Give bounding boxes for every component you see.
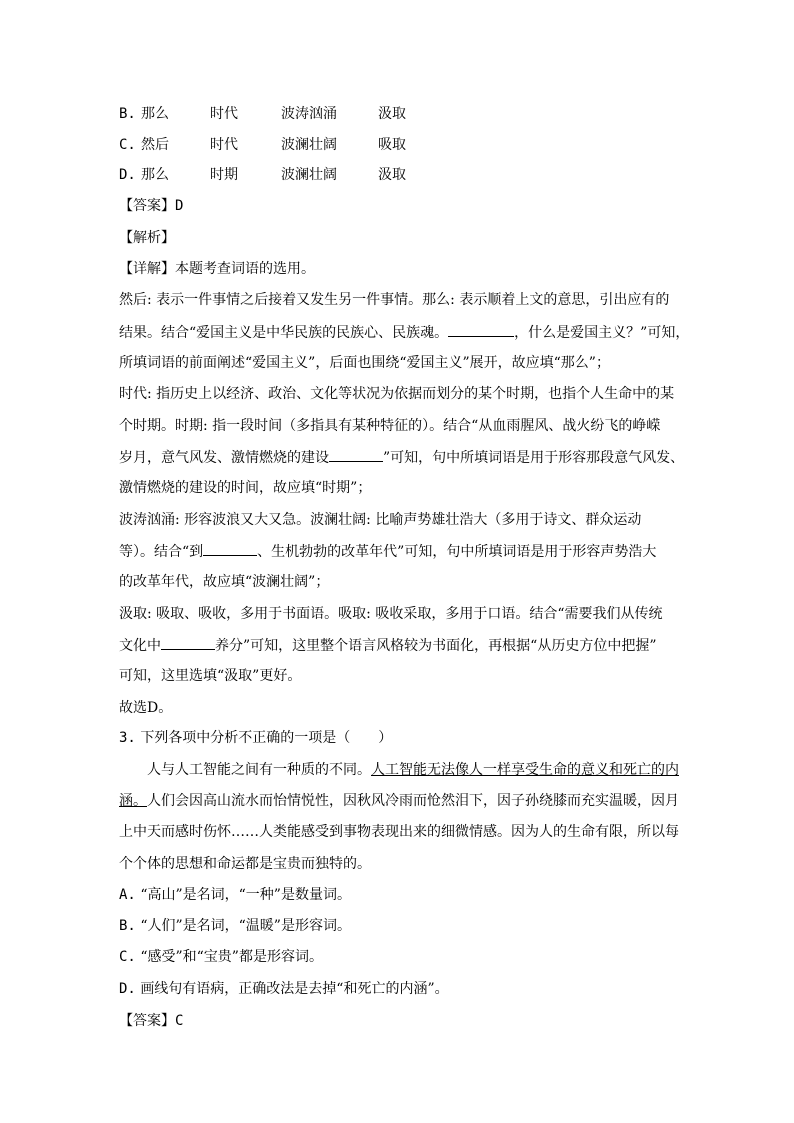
- fill-blank: [161, 635, 215, 650]
- option-word-1: 那么: [141, 106, 169, 122]
- detail-line: [119, 259, 315, 279]
- underlined-sentence-end: 涵。: [119, 793, 147, 809]
- p1-line-3: 所填词语的前面阐述“爱国主义”，后面也围绕“爱国主义”展开，故应填“那么”；: [119, 355, 610, 371]
- option-word-2: 时期: [210, 167, 238, 183]
- p2-line-3: [119, 447, 684, 468]
- fill-blank: [329, 447, 383, 462]
- fill-blank: [448, 322, 514, 337]
- passage-line-2: [119, 791, 679, 811]
- option-d: [119, 979, 449, 999]
- passage-line-4: 个个体的思想和命运都是宝贵而独特的。: [119, 856, 371, 872]
- option-a: [119, 885, 351, 905]
- option-word-3: 波涛汹涌: [281, 106, 337, 122]
- analysis-heading: 【解析】: [119, 230, 175, 246]
- p1-line-2-text-b: ，什么是爱国主义？”可知，: [514, 325, 690, 341]
- p3-line-2-text-a: 等）。结合“到: [119, 544, 204, 560]
- option-letter: C.: [119, 137, 136, 153]
- p1-line-1: 然后: 表示一件事情之后接着又发生另一件事情。那么: 表示顺着上文的意思，引出应有的: [119, 292, 670, 308]
- p1-line-2-text-a: 结果。结合“爱国主义是中华民族的民族心、民族魂。: [119, 325, 449, 341]
- option-letter: C.: [119, 949, 136, 965]
- question-text: 下列各项中分析不正确的一项是（ ）: [140, 730, 393, 746]
- option-letter: D.: [119, 981, 136, 997]
- option-letter: A.: [119, 887, 136, 903]
- option-letter: D.: [119, 167, 136, 183]
- option-word-4: 汲取: [378, 106, 406, 122]
- answer-label: 【答案】: [119, 1013, 175, 1029]
- option-word-2: 时代: [210, 137, 238, 153]
- conclusion-line: 故选D。: [119, 700, 173, 716]
- detail-text: 本题考查词语的选用。: [175, 261, 315, 277]
- p4-line-2-text-a: 文化中: [119, 638, 161, 654]
- option-text: 画线句有语病，正确改法是去掉“和死亡的内涵”。: [140, 981, 449, 997]
- p4-line-2: [119, 635, 656, 656]
- question-number: 3.: [119, 730, 136, 746]
- option-word-3: 波澜壮阔: [281, 167, 337, 183]
- answer-line-2: [119, 1011, 183, 1031]
- detail-label: 【详解】: [119, 261, 175, 277]
- passage-text: 人们会因高山流水而怡情悦性，因秋风冷雨而怆然泪下，因子孙绕膝而充实温暖，因月: [147, 793, 679, 809]
- underlined-sentence: 人工智能无法像人一样享受生命的意义和死亡的内: [371, 762, 679, 778]
- p4-line-2-text-b: 养分”可知，这里整个语言风格较为书面化，再根据“从历史方位中把握”: [215, 638, 657, 654]
- p4-line-1: 汲取: 吸取、吸收，多用于书面语。吸取: 吸收采取，多用于口语。结合“需要我们从传统: [119, 606, 663, 622]
- p2-line-4: 激情燃烧的建设的时间，故应填“时期”；: [119, 480, 372, 496]
- option-word-4: 吸取: [378, 137, 406, 153]
- p3-line-1: 波涛汹涌: 形容波浪又大又急。波澜壮阔: 比喻声势雄壮浩大（多用于诗文、群众运动: [119, 512, 642, 528]
- option-word-1: 那么: [141, 167, 169, 183]
- option-c: [119, 947, 323, 967]
- p3-line-2: [119, 541, 656, 562]
- p3-line-3: 的改革年代，故应填“波澜壮阔”；: [119, 574, 330, 590]
- p3-line-2-text-b: 、生机勃勃的改革年代”可知，句中所填词语是用于形容声势浩大: [257, 544, 657, 560]
- passage-text: 人与人工智能之间有一种质的不同。: [147, 762, 371, 778]
- option-letter: B.: [119, 106, 136, 122]
- option-b: [119, 916, 351, 936]
- fill-blank: [203, 541, 257, 556]
- option-word-4: 汲取: [378, 167, 406, 183]
- option-text: “感受”和“宝贵”都是形容词。: [140, 949, 323, 965]
- option-text: “高山”是名词，“一种”是数量词。: [140, 887, 351, 903]
- p2-line-2: 个时期。时期: 指一段时间（多指具有某种特征的）。结合“从血雨腥风、战火纷飞的峥嵘: [119, 418, 661, 434]
- p1-line-2: [119, 322, 689, 343]
- answer-value: D: [175, 198, 184, 214]
- answer-line: [119, 196, 183, 216]
- passage-line-3: 上中天而感时伤怀……人类能感受到事物表现出来的细微情感。因为人的生命有限，所以每: [119, 824, 679, 840]
- option-word-1: 然后: [141, 137, 169, 153]
- passage-line-1: [147, 760, 679, 780]
- option-letter: B.: [119, 918, 136, 934]
- option-word-2: 时代: [210, 106, 238, 122]
- answer-label: 【答案】: [119, 198, 175, 214]
- p2-line-1: 时代: 指历史上以经济、政治、文化等状况为依据而划分的某个时期，也指个人生命中的某: [119, 386, 675, 402]
- question-3: [119, 728, 392, 748]
- option-text: “人们”是名词，“温暖”是形容词。: [140, 918, 351, 934]
- p2-line-3-text-a: 岁月，意气风发、激情燃烧的建设: [119, 450, 329, 466]
- answer-value: C: [175, 1013, 184, 1029]
- option-word-3: 波澜壮阔: [281, 137, 337, 153]
- p4-line-3: 可知，这里选填“汲取”更好。: [119, 668, 302, 684]
- p2-line-3-text-b: ”可知，句中所填词语是用于形容那段意气风发、: [383, 450, 685, 466]
